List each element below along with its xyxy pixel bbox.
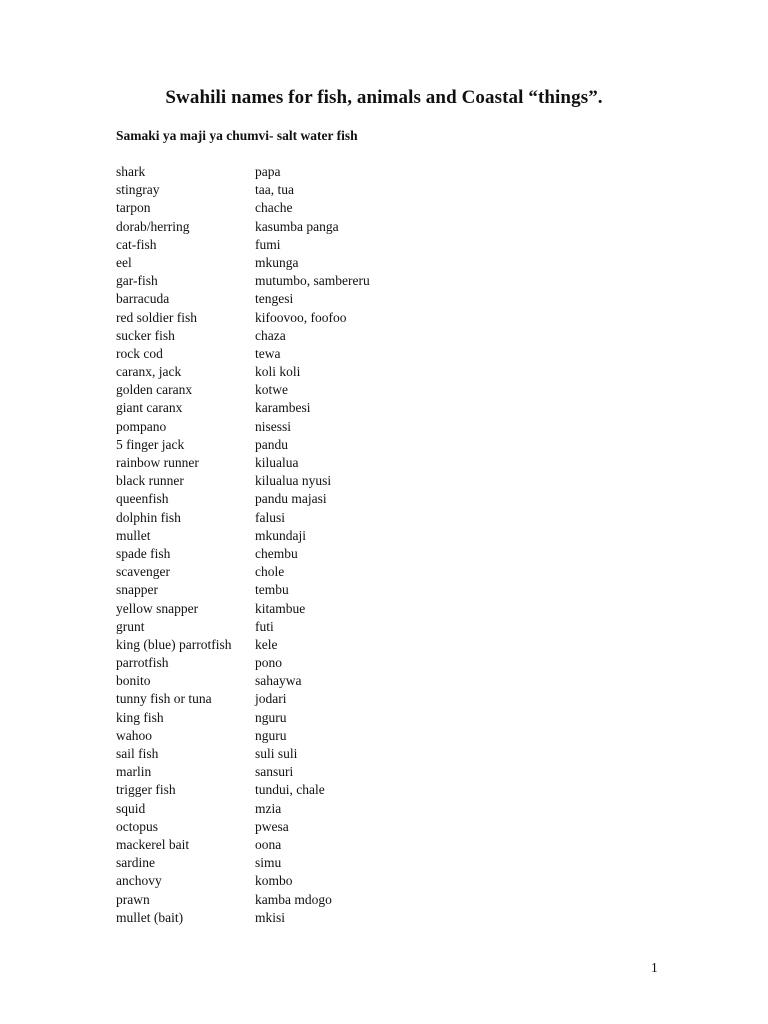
english-fish-name: anchovy	[116, 873, 162, 889]
swahili-fish-name: kombo	[255, 873, 293, 889]
list-item	[116, 781, 536, 799]
list-item	[116, 218, 536, 236]
english-fish-name: gar-fish	[116, 273, 158, 289]
english-fish-name: tarpon	[116, 200, 151, 216]
swahili-fish-name: oona	[255, 836, 282, 852]
swahili-fish-name: pandu	[255, 436, 288, 452]
english-fish-name: squid	[116, 800, 146, 816]
list-item	[116, 872, 536, 890]
english-fish-name: eel	[116, 254, 132, 270]
english-fish-name: golden caranx	[116, 382, 193, 398]
english-fish-name: queenfish	[116, 491, 169, 507]
list-item	[116, 327, 536, 345]
list-item	[116, 654, 536, 672]
list-item	[116, 490, 536, 508]
swahili-fish-name: pwesa	[255, 818, 289, 834]
list-item	[116, 836, 536, 854]
english-fish-name: king fish	[116, 709, 164, 725]
swahili-fish-name: sahaywa	[255, 673, 302, 689]
list-item	[116, 672, 536, 690]
english-fish-name: rainbow runner	[116, 455, 199, 470]
swahili-fish-name: kilualua	[255, 455, 299, 470]
swahili-fish-name: kilualua nyusi	[255, 473, 332, 489]
swahili-fish-name: mutumbo, sambereru	[255, 273, 370, 289]
swahili-fish-name: nisessi	[255, 418, 292, 434]
english-fish-name: parrotfish	[116, 655, 169, 671]
swahili-fish-name: pandu majasi	[255, 491, 327, 507]
list-item	[116, 309, 536, 327]
list-item	[116, 581, 536, 599]
swahili-fish-name: tengesi	[255, 291, 294, 307]
swahili-fish-name: futi	[255, 618, 274, 634]
list-item	[116, 709, 536, 727]
swahili-fish-name: kamba mdogo	[255, 891, 332, 907]
list-item	[116, 527, 536, 545]
english-fish-name: tunny fish or tuna	[116, 691, 212, 707]
english-fish-name: cat-fish	[116, 236, 157, 252]
swahili-fish-name: kotwe	[255, 382, 288, 398]
swahili-fish-name: suli suli	[255, 746, 298, 761]
swahili-fish-name: sansuri	[255, 764, 294, 780]
english-fish-name: spade fish	[116, 545, 171, 561]
swahili-fish-name: chembu	[255, 545, 298, 561]
swahili-fish-name: kasumba panga	[255, 218, 339, 234]
list-item	[116, 290, 536, 308]
swahili-fish-name: mkundaji	[255, 527, 306, 543]
swahili-fish-name: mkunga	[255, 254, 299, 270]
english-fish-name: octopus	[116, 818, 158, 834]
list-item	[116, 363, 536, 381]
list-item	[116, 727, 536, 745]
english-fish-name: shark	[116, 164, 146, 179]
english-fish-name: sardine	[116, 855, 155, 871]
swahili-fish-name: tembu	[255, 582, 289, 598]
english-fish-name: red soldier fish	[116, 309, 197, 325]
english-fish-name: stingray	[116, 182, 160, 198]
english-fish-name: wahoo	[116, 727, 152, 743]
page-number: 1	[651, 960, 658, 975]
english-fish-name: snapper	[116, 582, 158, 598]
swahili-fish-name: fumi	[255, 236, 281, 252]
list-item	[116, 181, 536, 199]
list-item	[116, 745, 536, 763]
swahili-fish-name: nguru	[255, 727, 287, 743]
swahili-fish-name: tewa	[255, 345, 281, 361]
swahili-fish-name: kifoovoo, foofoo	[255, 309, 347, 325]
swahili-fish-name: mkisi	[255, 909, 286, 925]
list-item	[116, 690, 536, 708]
english-fish-name: caranx, jack	[116, 364, 182, 380]
english-fish-name: king (blue) parrotfish	[116, 636, 232, 652]
english-fish-name: giant caranx	[116, 400, 183, 416]
english-fish-name: trigger fish	[116, 782, 176, 798]
list-item	[116, 418, 536, 436]
swahili-fish-name: simu	[255, 855, 282, 871]
swahili-fish-name: chole	[255, 564, 285, 580]
english-fish-name: rock cod	[116, 345, 163, 361]
swahili-fish-name: karambesi	[255, 400, 311, 416]
list-item	[116, 381, 536, 399]
english-fish-name: mullet (bait)	[116, 909, 184, 925]
english-fish-name: dolphin fish	[116, 509, 181, 525]
list-item	[116, 509, 536, 527]
swahili-fish-name: mzia	[255, 800, 282, 816]
english-fish-name: pompano	[116, 418, 167, 434]
swahili-fish-name: nguru	[255, 709, 287, 725]
swahili-fish-name: chaza	[255, 327, 286, 343]
swahili-fish-name: taa, tua	[255, 182, 294, 198]
swahili-fish-name: kitambue	[255, 600, 306, 616]
list-item	[116, 163, 536, 181]
list-item	[116, 272, 536, 290]
swahili-fish-name: koli koli	[255, 364, 301, 380]
list-item	[116, 891, 536, 909]
list-item	[116, 800, 536, 818]
english-fish-name: scavenger	[116, 564, 170, 580]
fish-name-list	[116, 163, 536, 927]
english-fish-name: dorab/herring	[116, 218, 190, 234]
english-fish-name: prawn	[116, 891, 150, 907]
list-item	[116, 636, 536, 654]
section-heading: Samaki ya maji ya chumvi- salt water fish	[116, 128, 358, 143]
english-fish-name: marlin	[116, 764, 152, 780]
list-item	[116, 600, 536, 618]
list-item	[116, 199, 536, 217]
list-item	[116, 254, 536, 272]
page-title: Swahili names for fish, animals and Coastal “things”.	[165, 87, 603, 108]
swahili-fish-name: falusi	[255, 509, 285, 525]
english-fish-name: yellow snapper	[116, 600, 199, 616]
english-fish-name: sucker fish	[116, 327, 175, 343]
swahili-fish-name: chache	[255, 200, 293, 216]
list-item	[116, 818, 536, 836]
english-fish-name: bonito	[116, 673, 151, 689]
list-item	[116, 545, 536, 563]
list-item	[116, 563, 536, 581]
swahili-fish-name: tundui, chale	[255, 782, 325, 798]
list-item	[116, 472, 536, 490]
swahili-fish-name: kele	[255, 636, 278, 652]
list-item	[116, 618, 536, 636]
list-item	[116, 854, 536, 872]
list-item	[116, 236, 536, 254]
list-item	[116, 436, 536, 454]
swahili-fish-name: papa	[255, 164, 281, 179]
swahili-fish-name: jodari	[255, 691, 287, 707]
english-fish-name: sail fish	[116, 746, 159, 761]
list-item	[116, 909, 536, 927]
english-fish-name: mullet	[116, 527, 151, 543]
swahili-fish-name: pono	[255, 655, 282, 671]
list-item	[116, 345, 536, 363]
english-fish-name: black runner	[116, 473, 184, 489]
english-fish-name: barracuda	[116, 291, 170, 307]
english-fish-name: mackerel bait	[116, 836, 190, 852]
list-item	[116, 763, 536, 781]
english-fish-name: 5 finger jack	[116, 436, 185, 452]
english-fish-name: grunt	[116, 618, 145, 634]
list-item	[116, 454, 536, 472]
list-item	[116, 399, 536, 417]
